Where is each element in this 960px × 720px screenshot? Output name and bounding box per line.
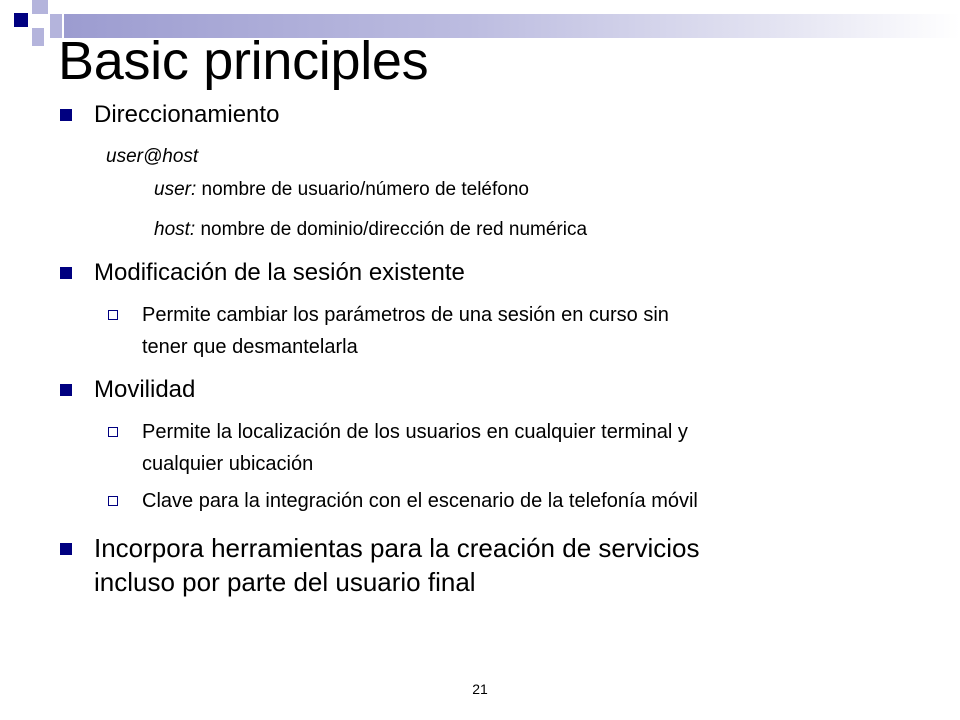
slide-title: Basic principles [58, 31, 429, 91]
deco-square-navy [14, 13, 28, 27]
sub-bullet-line: Permite la localización de los usuarios en cualquier terminal y [142, 421, 688, 443]
hollow-square-bullet-icon [108, 427, 118, 437]
deco-square-lavender [32, 28, 44, 46]
bullet-movilidad: Movilidad [94, 376, 196, 403]
sub-bullet-line: Permite cambiar los parámetros de una sesión en curso sin [142, 304, 669, 326]
square-bullet-icon [60, 109, 72, 121]
address-host-desc: nombre de dominio/dirección de red numérica [200, 219, 588, 240]
deco-square-lavender [32, 0, 48, 14]
address-host-term: host: [154, 219, 196, 240]
square-bullet-icon [60, 267, 72, 279]
sub-bullet-line: cualquier ubicación [142, 453, 314, 475]
square-bullet-icon [60, 543, 72, 555]
bullet-incorpora-line: Incorpora herramientas para la creación de servicios [94, 533, 700, 563]
bullet-modificacion: Modificación de la sesión existente [94, 259, 465, 286]
sub-bullet-line: tener que desmantelarla [142, 336, 358, 358]
hollow-square-bullet-icon [108, 496, 118, 506]
address-host-line [154, 215, 587, 245]
square-bullet-icon [60, 384, 72, 396]
address-user-term: user: [154, 179, 197, 200]
address-user-desc: nombre de usuario/número de teléfono [201, 179, 529, 200]
hollow-square-bullet-icon [108, 310, 118, 320]
bullet-incorpora-line: incluso por parte del usuario final [94, 567, 476, 597]
bullet-direccionamiento: Direccionamiento [94, 101, 280, 128]
address-user-line [154, 175, 529, 205]
address-format: user@host [106, 146, 199, 167]
page-number: 21 [472, 681, 488, 697]
sub-bullet-line: Clave para la integración con el escenario de la telefonía móvil [142, 490, 698, 512]
